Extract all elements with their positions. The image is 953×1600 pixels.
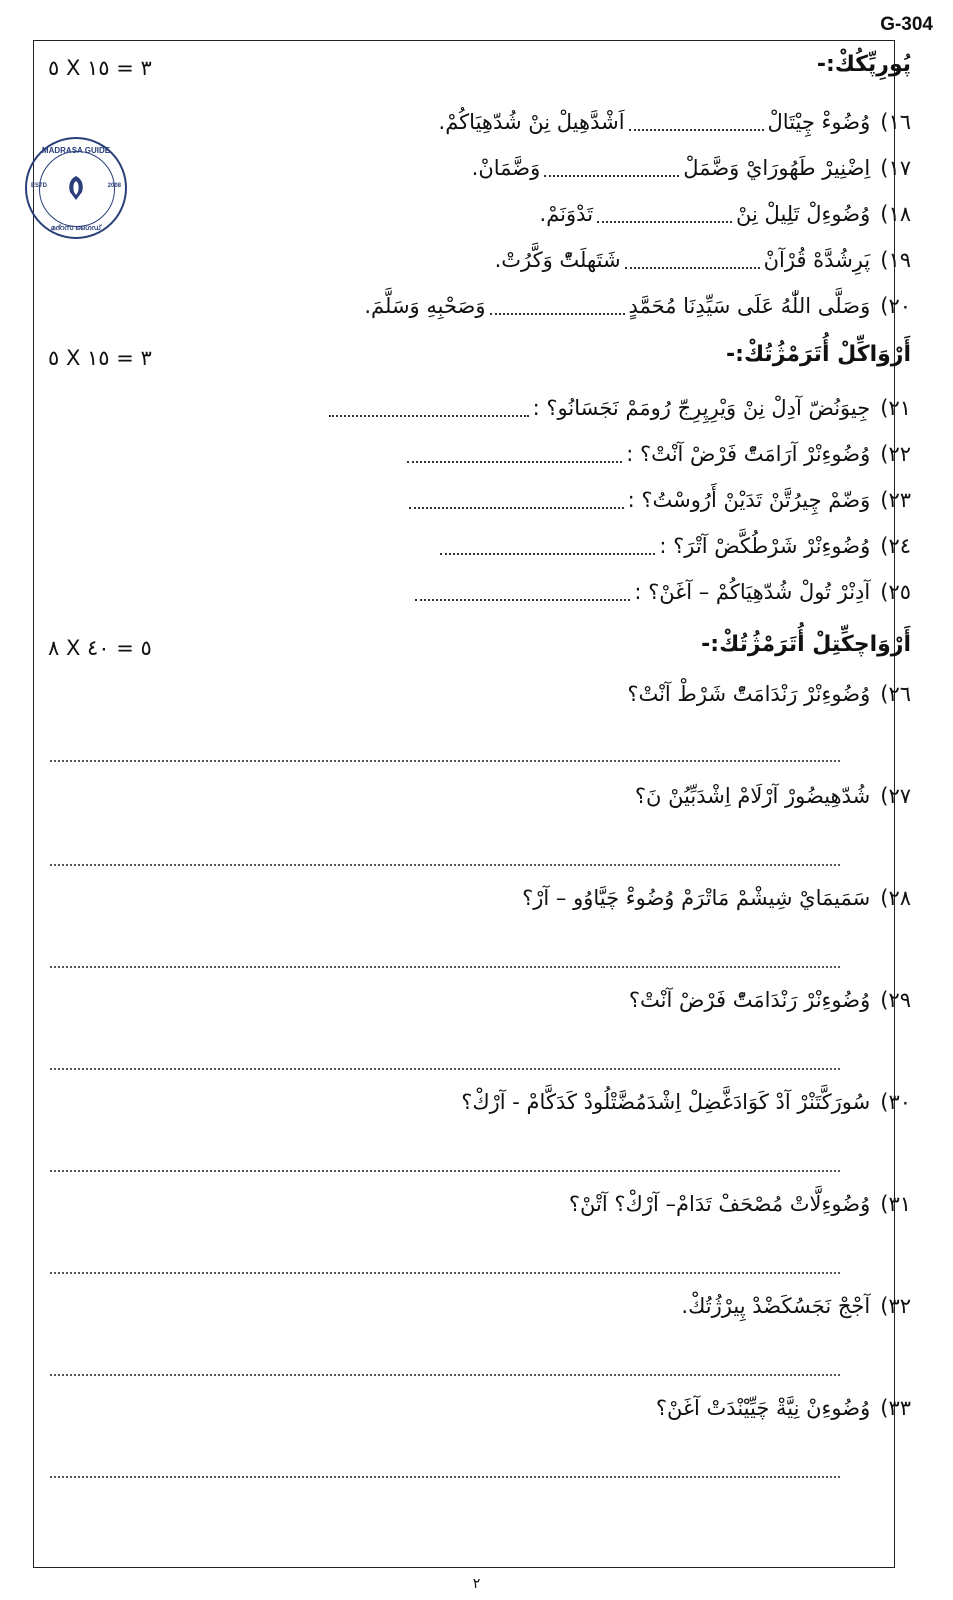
fill-blank-item — [540, 202, 911, 226]
item-text-a: اِضْنِيرْ طَهُورَايْ وَضَّمَلْ — [683, 156, 871, 180]
item-number: ٢٣) — [880, 488, 911, 512]
section3-marks: ٨ X ٥ = ٤٠ — [48, 636, 152, 660]
item-number: ٢٨) — [880, 886, 911, 910]
paper-code: G-304 — [880, 14, 933, 35]
page-number: ٢ — [472, 1576, 481, 1592]
answer-line[interactable] — [50, 1374, 840, 1376]
item-text-a: پَرِشُدَّهْ قُرْآنْ — [763, 248, 871, 272]
question-text: وُضُوءِنْرْ رَنْدَامَتّْ شَرْطْ آنْتْ؟ — [627, 682, 871, 706]
madrasa-guide-stamp — [25, 137, 127, 239]
blank-line[interactable] — [629, 115, 764, 131]
question-text: وُضُوءِنْرْ رَنْدَامَتّْ فَرْضْ آنْتْ؟ — [628, 988, 871, 1012]
item-text-b: تَدْوَنَمْ. — [539, 202, 594, 226]
question-text: وُضُوءِلَّاتْ مُصْحَفْ تَدَامْ– آرْكْ؟ آتْنْ؟ — [568, 1192, 871, 1216]
item-number: ٢١) — [880, 396, 911, 420]
item-text-b: اَشْدَّهِيلْ نِنْ شُدّهِيَاكُمْ. — [438, 110, 625, 134]
answer-line[interactable] — [50, 760, 840, 762]
question-text: وَضّمْ چِيرُتَّنْ تَدَيْنْ أَرُوسْتُ؟ : — [627, 488, 871, 512]
question-text: شُدّهِيضُورْ آرْلَامْ اِشْدَبِّيُنْ نَ؟ — [634, 784, 871, 808]
stamp-name: MADRASA GUIDE — [41, 146, 111, 155]
item-number: ٣١) — [880, 1192, 911, 1216]
short-answer-item — [325, 396, 911, 420]
answer-blank[interactable] — [409, 493, 624, 509]
short-answer-item — [411, 580, 911, 604]
stamp-est-right: 2008 — [107, 183, 121, 189]
item-number: ٢٠) — [880, 294, 911, 318]
item-number: ٢٦) — [880, 682, 911, 706]
item-text-b: وَصَحْبِهِ وَسَلَّمَ. — [364, 294, 486, 318]
item-number: ١٦) — [880, 110, 911, 134]
item-number: ١٧) — [880, 156, 911, 180]
question-text: سَمَيمَايْ شِيشْمْ مَاتْرَمْ وُضُوءْ چَيَّاوُو – آرْ؟ — [522, 886, 871, 910]
item-text-a: وَصَلَّى اللّٰهُ عَلَى سَيِّدِنَا مُحَمَّدٍ — [628, 294, 871, 318]
answer-blank[interactable] — [415, 585, 630, 601]
stamp-local-name: മദ്റസ ഗൈഡ് — [50, 225, 102, 232]
fill-blank-item — [364, 294, 911, 318]
item-number: ٣٢) — [880, 1294, 911, 1318]
section3-title: أَرْوَاچكِّتِلْ أُتَرَمْژُتُكْ:- — [701, 632, 911, 657]
blank-line[interactable] — [490, 299, 625, 315]
answer-line[interactable] — [50, 966, 840, 968]
item-number: ١٨) — [880, 202, 911, 226]
item-number: ١٩) — [880, 248, 911, 272]
item-number: ٣٠) — [880, 1090, 911, 1114]
long-answer-item — [656, 1396, 911, 1420]
blank-line[interactable] — [597, 207, 732, 223]
question-text: سُورَكَّتَنْرْ آدْ كَوَادَغَّضِلْ اِشْدَمُضَّتْلُودْ كَدَكَّامْ - آرْكْ؟ — [461, 1090, 871, 1114]
item-number: ٢٢) — [880, 442, 911, 466]
short-answer-item — [436, 534, 911, 558]
question-text: وُضُوءِنْرْ شَرْطُكَّضْ آتْرَ؟ : — [659, 534, 871, 558]
item-number: ٣٣) — [880, 1396, 911, 1420]
question-text: وُضُوءِنْرْ آرَامَتّْ فَرْضْ آنْتْ؟ : — [626, 442, 871, 466]
long-answer-item — [461, 1090, 911, 1114]
blank-line[interactable] — [544, 161, 679, 177]
section1-title: پُورِپِّكُكْ:- — [816, 52, 911, 77]
item-text-a: وُضُوءْ چِيْتَالْ — [767, 110, 871, 134]
book-logo-icon — [61, 173, 91, 203]
fill-blank-item — [495, 248, 911, 272]
fill-blank-item — [472, 156, 911, 180]
item-number: ٢٧) — [880, 784, 911, 808]
answer-line[interactable] — [50, 1272, 840, 1274]
answer-blank[interactable] — [329, 401, 529, 417]
item-text-a: وُضُوءِلْ تَلِيلْ نِنْ — [736, 202, 871, 226]
stamp-est-left: ESTD — [31, 183, 48, 189]
answer-line[interactable] — [50, 1170, 840, 1172]
long-answer-item — [681, 1294, 911, 1318]
blank-line[interactable] — [625, 253, 760, 269]
item-number: ٢٤) — [880, 534, 911, 558]
question-text: آدِنْرْ تُولْ شُدّهِيَاكُمْ – آغَنْ؟ : — [634, 580, 871, 604]
item-text-b: شَتَهلَتّْ وَكَّرُتْ. — [494, 248, 621, 272]
item-text-b: وَضَّمَانْ. — [471, 156, 541, 180]
answer-line[interactable] — [50, 1068, 840, 1070]
question-text: وُضُوءِنْ نِيَّةْ چَيِّيْنْدَتْ آغَنْ؟ — [655, 1396, 871, 1420]
long-answer-item — [635, 784, 911, 808]
answer-blank[interactable] — [407, 447, 622, 463]
short-answer-item — [405, 488, 911, 512]
question-text: جِيوَنُضّ آدِلْ نِنْ وَيْرِپِرِجّ رُومَمْ نَجَسَانُو؟ : — [532, 396, 871, 420]
question-text: آجْجْ نَجَسُكَضْدْ پِيرْژُتُكْ. — [681, 1294, 871, 1318]
answer-blank[interactable] — [440, 539, 655, 555]
section2-marks: ٥ X ٣ = ١٥ — [48, 346, 152, 370]
short-answer-item — [403, 442, 911, 466]
long-answer-item — [569, 1192, 911, 1216]
item-number: ٢٩) — [880, 988, 911, 1012]
fill-blank-item — [439, 110, 911, 134]
answer-line[interactable] — [50, 864, 840, 866]
item-number: ٢٥) — [880, 580, 911, 604]
long-answer-item — [629, 988, 911, 1012]
long-answer-item — [627, 682, 911, 706]
answer-line[interactable] — [50, 1476, 840, 1478]
section2-title: أَرْوَاكِّلْ أُتَرَمْژُتُكْ:- — [726, 342, 911, 367]
section1-marks: ٥ X ٣ = ١٥ — [48, 56, 152, 80]
long-answer-item — [522, 886, 911, 910]
